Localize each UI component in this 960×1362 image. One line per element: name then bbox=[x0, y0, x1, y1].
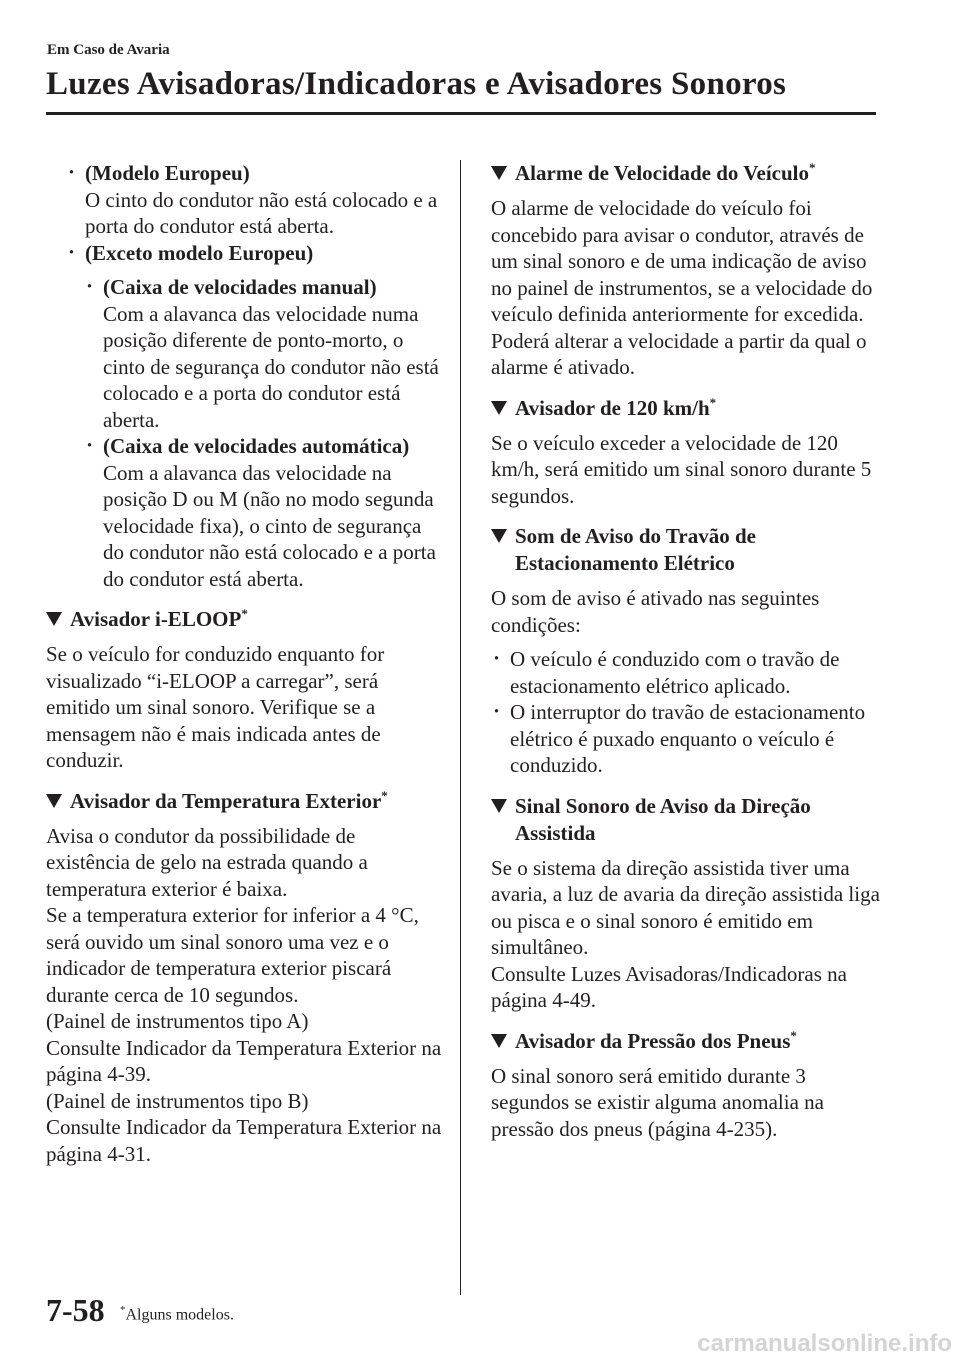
triangle-marker-icon bbox=[491, 529, 507, 543]
chapter-label: Em Caso de Avaria bbox=[47, 42, 170, 58]
section-text: Se a temperatura exterior for inferior a 4 °C, será ouvido um sinal sonoro uma vez e o indicador de temperatura exterior piscará durante cerca de 10 segundos. bbox=[46, 903, 419, 1007]
triangle-marker-icon bbox=[491, 1034, 507, 1048]
bullet-manual-transmission bbox=[84, 274, 444, 433]
bullet-automatic-transmission bbox=[84, 433, 444, 592]
bullet-title: · (Modelo Europeu) bbox=[85, 161, 250, 185]
triangle-marker-icon bbox=[46, 612, 62, 626]
list-item: · O veículo é conduzido com o travão de estacionamento elétrico aplicado. bbox=[491, 646, 881, 699]
bullet-text: O cinto do condutor não está colocado e a porta do condutor está aberta. bbox=[85, 187, 438, 238]
page-number: 7-58 bbox=[46, 1292, 105, 1328]
section-heading-tire-pressure: Avisador da Pressão dos Pneus* bbox=[491, 1028, 881, 1055]
section-text: (Painel de instrumentos tipo B) bbox=[46, 1088, 309, 1113]
triangle-marker-icon bbox=[46, 794, 62, 808]
page-title: Luzes Avisadoras/Indicadoras e Avisadores Sonoros bbox=[46, 66, 787, 102]
section-heading-parking-brake: Som de Aviso do Travão de Estacionamento Elétrico bbox=[491, 523, 881, 577]
bullet-european-model bbox=[66, 160, 444, 240]
section-text: O alarme de velocidade do veículo foi concebido para avisar o condutor, através de um sinal sonoro e de uma indicação de aviso no painel de instrumentos, se a velocidade do veículo definida anteriormente for excedida. bbox=[491, 196, 873, 326]
column-divider bbox=[460, 160, 461, 1295]
bullet-title: · (Caixa de velocidades automática) bbox=[103, 434, 410, 458]
section-text: Poderá alterar a velocidade a partir da qual o alarme é ativado. bbox=[491, 328, 867, 379]
left-column bbox=[46, 160, 444, 1167]
bullet-text: Com a alavanca das velocidade numa posição diferente de ponto-morto, o cinto de segurança do condutor não está colocado e a porta do condutor está aberta. bbox=[103, 301, 439, 432]
section-text: Consulte Luzes Avisadoras/Indicadoras na página 4-49. bbox=[491, 961, 847, 1012]
watermark: carmanualsonline.info bbox=[697, 1330, 952, 1357]
list-item: · O interruptor do travão de estacionamento elétrico é puxado enquanto o veículo é conduzido. bbox=[491, 699, 881, 779]
bullet-text: Com a alavanca das velocidade na posição D ou M (não no modo segunda velocidade fixa), o cinto de segurança do condutor não está colocado e a porta do condutor está aberta. bbox=[103, 460, 436, 591]
section-text: Consulte Indicador da Temperatura Exterior na página 4-31. bbox=[46, 1115, 442, 1166]
bullet-non-european-model bbox=[66, 240, 444, 267]
section-text: Consulte Indicador da Temperatura Exterior na página 4-39. bbox=[46, 1035, 442, 1086]
section-heading-outside-temperature: Avisador da Temperatura Exterior* bbox=[46, 788, 444, 815]
section-text: O sinal sonoro será emitido durante 3 segundos se existir alguma anomalia na pressão dos pneus (página 4-235). bbox=[491, 1063, 824, 1141]
section-text: Se o sistema da direção assistida tiver uma avaria, a luz de avaria da direção assistida liga ou pisca e o sinal sonoro é emitido em simultâneo. bbox=[491, 855, 880, 959]
bullet-title: · (Exceto modelo Europeu) bbox=[85, 240, 314, 265]
triangle-marker-icon bbox=[491, 799, 507, 813]
section-heading-speed-alarm: Alarme de Velocidade do Veículo* bbox=[491, 160, 881, 187]
section-heading-power-steering: Sinal Sonoro de Aviso da Direção Assistida bbox=[491, 793, 881, 847]
right-column bbox=[491, 160, 881, 1142]
footnote: *Alguns modelos. bbox=[120, 1304, 234, 1324]
section-text: (Painel de instrumentos tipo A) bbox=[46, 1009, 309, 1033]
section-heading-i-eloop: Avisador i-ELOOP* bbox=[46, 606, 444, 633]
bullet-title: · (Caixa de velocidades manual) bbox=[103, 275, 377, 299]
section-text: O som de aviso é ativado nas seguintes condições: bbox=[491, 586, 820, 637]
triangle-marker-icon bbox=[491, 166, 507, 180]
triangle-marker-icon bbox=[491, 401, 507, 415]
section-text: Se o veículo exceder a velocidade de 120 km/h, será emitido um sinal sonoro durante 5 segundos. bbox=[491, 430, 872, 508]
section-text: Avisa o condutor da possibilidade de existência de gelo na estrada quando a temperatura exterior é baixa. bbox=[46, 823, 368, 901]
section-heading-120kmh: Avisador de 120 km/h* bbox=[491, 395, 881, 422]
section-text: Se o veículo for conduzido enquanto for visualizado “i-ELOOP a carregar”, será emitido um sinal sonoro. Verifique se a mensagem não é mais indicada antes de conduzir. bbox=[46, 642, 385, 772]
header-rule bbox=[46, 112, 876, 115]
